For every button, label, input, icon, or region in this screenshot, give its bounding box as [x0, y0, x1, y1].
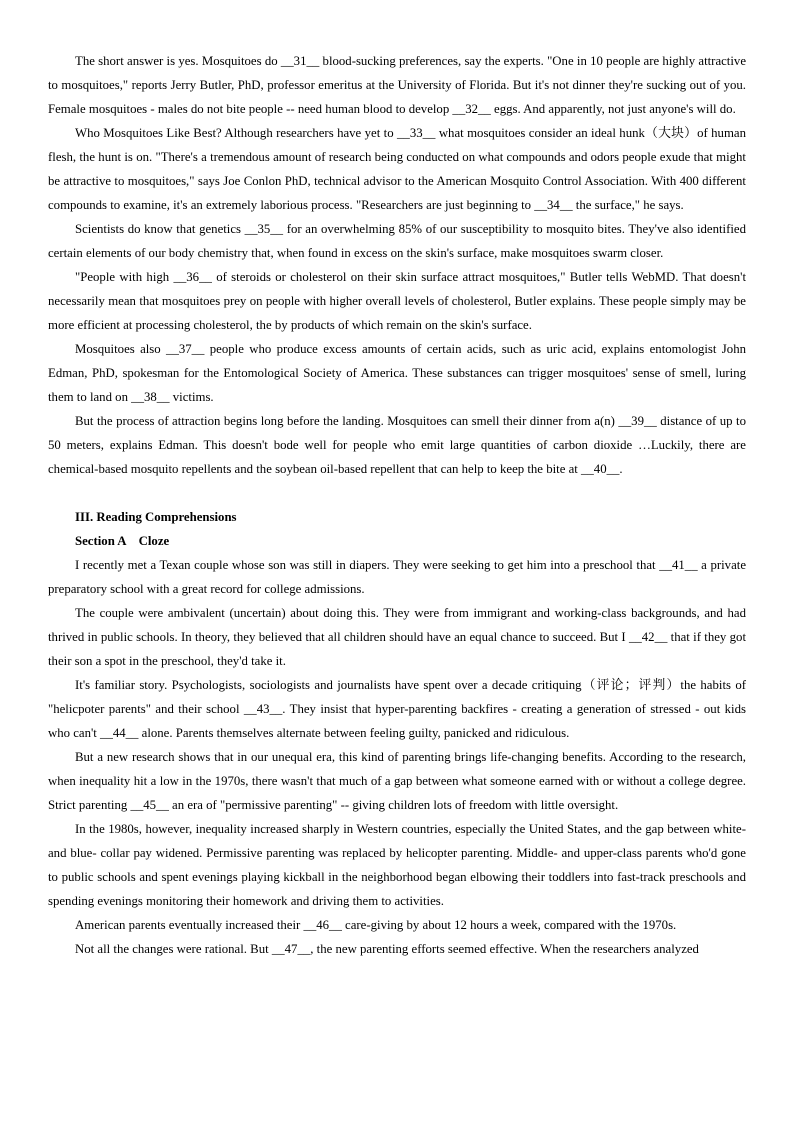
cloze-paragraph-7: Not all the changes were rational. But __47__, the new parenting efforts seemed effective. When the researchers analyzed [75, 942, 699, 956]
passage-paragraph-1: The short answer is yes. Mosquitoes do __31__ blood-sucking preferences, say the experts. "One in 10 people are highly attractive to mosquitoes," reports Jerry Butler, PhD, professor emeritus at the University of Florida. But it's not dinner they're sucking out of you. Female mosquitoes - males do not bite people -- need human blood to develop __32__ eggs. And apparently, not just anyone's will do. [48, 54, 746, 116]
cloze-paragraph-5: In the 1980s, however, inequality increased sharply in Western countries, especially the United States, and the gap between white- and blue- collar pay widened. Permissive parenting was replaced by helicopter parenting. Middle- and upper-class parents who'd gone to public schools and spent evenings playing kickball in the neighborhood began elbowing their toddlers into fast-track preschools and spending evenings monitoring their homework and driving them to activities. [48, 822, 746, 908]
cloze-paragraph-6: American parents eventually increased their __46__ care-giving by about 12 hours a week, compared with the 1970s. [75, 918, 677, 932]
cloze-paragraph-1: I recently met a Texan couple whose son was still in diapers. They were seeking to get him into a preschool that __41__ a private preparatory school with a great record for college admissions. [48, 558, 746, 596]
passage-paragraph-2: Who Mosquitoes Like Best? Although researchers have yet to __33__ what mosquitoes consider an ideal hunk（大块）of human flesh, the hunt is on. "There's a tremendous amount of research being conducted on what compounds and odors people exude that might be attractive to mosquitoes," says Joe Conlon PhD, technical advisor to the American Mosquito Control Association. With 400 different compounds to examine, it's an extremely laborious process. "Researchers are just beginning to __34__ the surface," he says. [48, 126, 746, 212]
passage-paragraph-5: Mosquitoes also __37__ people who produce excess amounts of certain acids, such as uric acid, explains entomologist John Edman, PhD, spokesman for the Entomological Society of America. These substances can trigger mosquitoes' sense of smell, luring them to land on __38__ victims. [48, 342, 746, 404]
cloze-paragraph-2: The couple were ambivalent (uncertain) about doing this. They were from immigrant and working-class backgrounds, and had thrived in public schools. In theory, they believed that all children should have an equal chance to succeed. But I __42__ that if they got their son a spot in the preschool, they'd take it. [48, 606, 746, 668]
passage-paragraph-6: But the process of attraction begins long before the landing. Mosquitoes can smell their dinner from a(n) __39__ distance of up to 50 meters, explains Edman. This doesn't bode well for people who emit large quantities of carbon dioxide …Luckily, there are chemical-based mosquito repellents and the soybean oil-based repellent that can help to keep the bite at __40__. [48, 414, 746, 476]
section-subtitle: Section A Cloze [75, 534, 170, 548]
cloze-paragraph-4: But a new research shows that in our unequal era, this kind of parenting brings life-changing benefits. According to the research, when inequality hit a low in the 1970s, there wasn't that much of a gap between what someone earned with or without a college degree. Strict parenting __45__ an era of "permissive parenting" -- giving children lots of freedom with little oversight. [48, 750, 746, 812]
cloze-paragraph-3: It's familiar story. Psychologists, sociologists and journalists have spent over a decade critiquing（评论；评判）the habits of "helicpoter parents" and their school __43__. They insist that hyper-parenting backfires - creating a generation of stressed - out kids who can't __44__ alone. Parents themselves alternate between feeling guilty, panicked and ridiculous. [48, 678, 746, 740]
document-page [48, 49, 746, 961]
passage-paragraph-3: Scientists do know that genetics __35__ for an overwhelming 85% of our susceptibility to mosquito bites. They've also identified certain elements of our body chemistry that, when found in excess on the skin's surface, make mosquitoes swarm closer. [48, 222, 746, 260]
section-title: III. Reading Comprehensions [75, 510, 237, 524]
section-spacer [48, 481, 746, 505]
passage-paragraph-4: "People with high __36__ of steroids or cholesterol on their skin surface attract mosquitoes," Butler tells WebMD. That doesn't necessarily mean that mosquitoes prey on people with higher overall levels of cholesterol, Butler explains. These people simply may be more efficient at processing cholesterol, the by products of which remain on the skin's surface. [48, 270, 746, 332]
